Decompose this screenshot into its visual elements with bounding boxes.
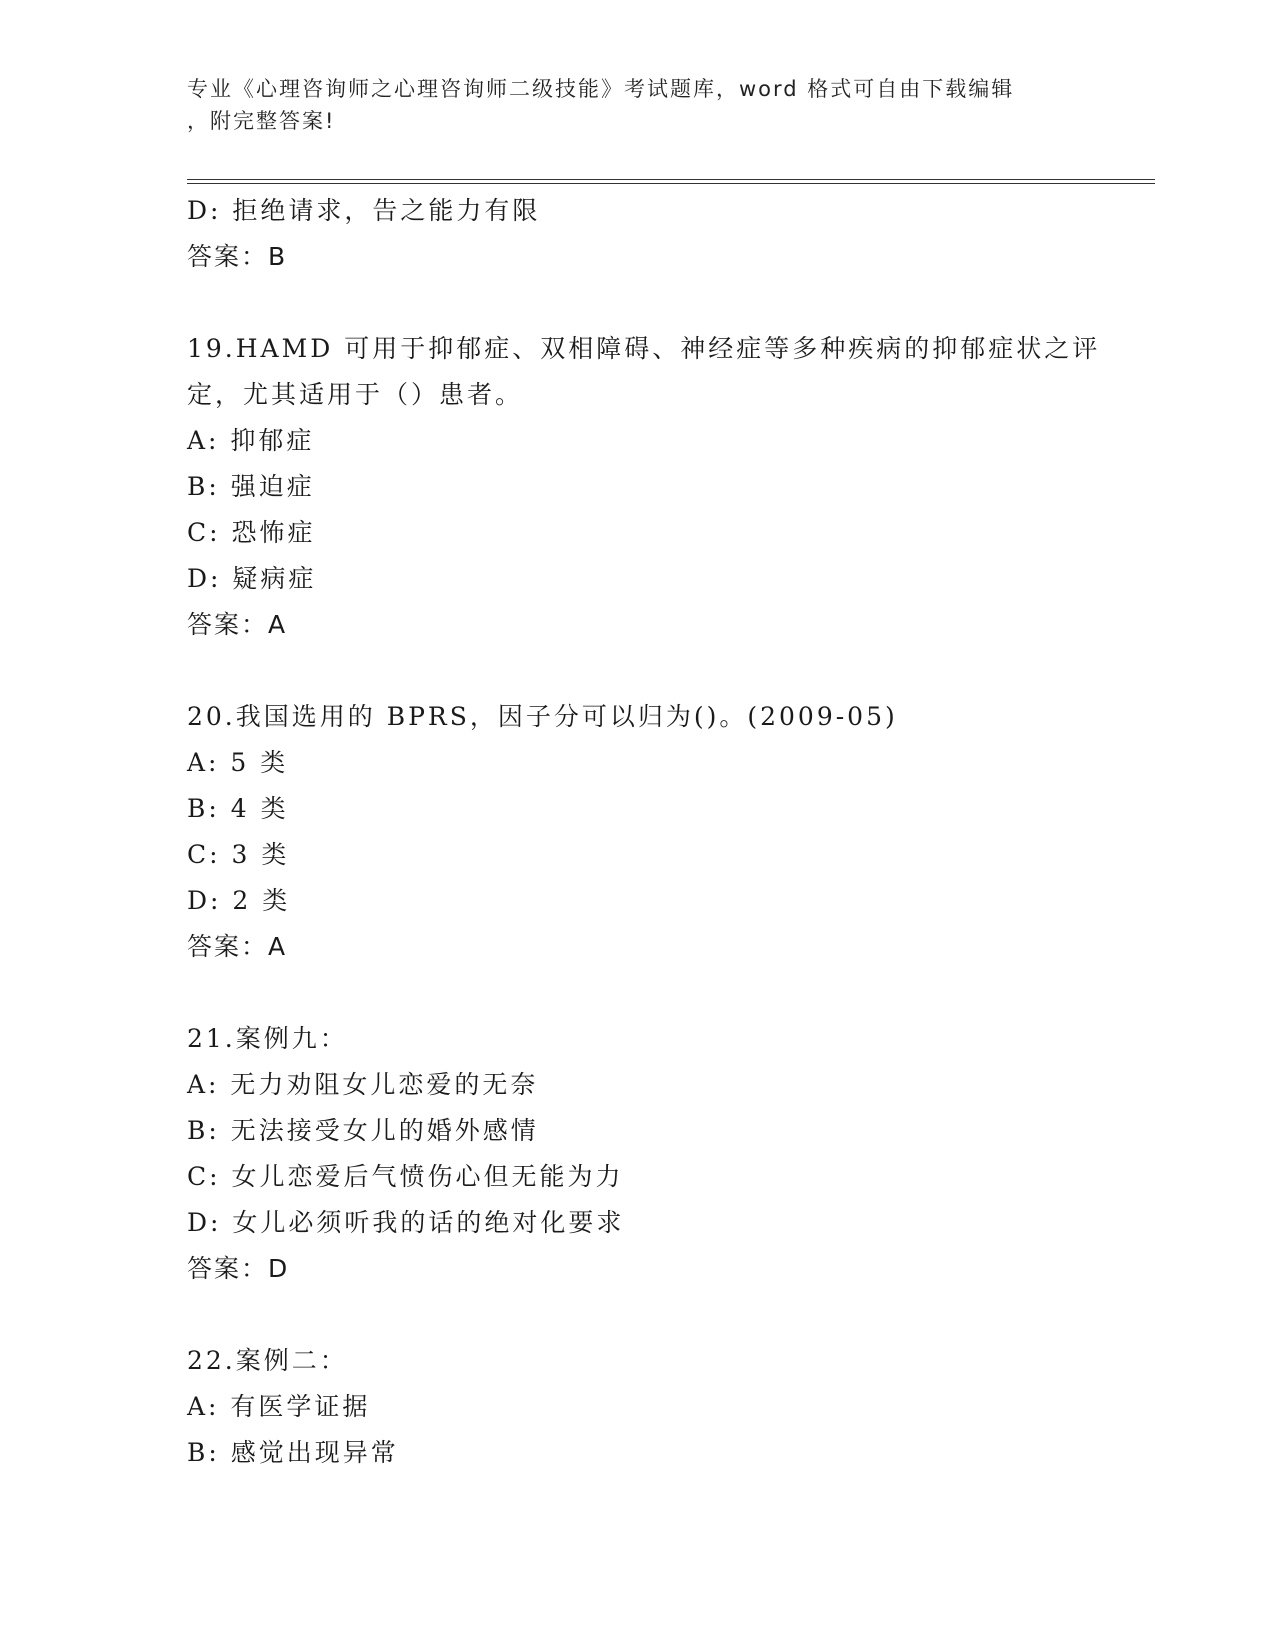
question-20	[187, 694, 1147, 970]
option-c: C: 女儿恋爱后气愤伤心但无能为力	[187, 1162, 624, 1191]
answer-line: 答案：D	[187, 1254, 290, 1283]
option-d: D: 拒绝请求，告之能力有限	[187, 196, 541, 225]
question-stem: 21.案例九：	[187, 1024, 348, 1053]
header-line-2: ，附完整答案!	[187, 109, 336, 133]
answer-line: 答案：B	[187, 242, 288, 271]
question-stem: 19.HAMD 可用于抑郁症、双相障碍、神经症等多种疾病的抑郁症状之评	[187, 334, 1101, 363]
question-22	[187, 1338, 1147, 1476]
question-19	[187, 326, 1147, 648]
answer-line: 答案：A	[187, 932, 288, 961]
option-a: A: 抑郁症	[187, 426, 315, 455]
option-a: A: 无力劝阻女儿恋爱的无奈	[187, 1070, 539, 1099]
spacer	[187, 1292, 1147, 1338]
document-header	[187, 73, 1087, 137]
spacer	[187, 280, 1147, 326]
question-list	[187, 188, 1147, 1476]
answer-line: 答案：A	[187, 610, 288, 639]
option-d: D: 2 类	[187, 886, 291, 915]
question-stem-continued: 定，尤其适用于（）患者。	[187, 380, 524, 409]
spacer	[187, 648, 1147, 694]
header-line-1: 专业《心理咨询师之心理咨询师二级技能》考试题库，word 格式可自由下载编辑	[187, 77, 1015, 101]
question-stem: 20.我国选用的 BPRS，因子分可以归为()。(2009-05)	[187, 702, 898, 731]
question-18-tail	[187, 188, 1147, 280]
option-c: C: 3 类	[187, 840, 290, 869]
question-21	[187, 1016, 1147, 1292]
option-a: A: 5 类	[187, 748, 289, 777]
header-divider-top	[187, 179, 1155, 180]
option-d: D: 女儿必须听我的话的绝对化要求	[187, 1208, 625, 1237]
option-d: D: 疑病症	[187, 564, 317, 593]
option-b: B: 强迫症	[187, 472, 315, 501]
option-b: B: 4 类	[187, 794, 289, 823]
header-divider-bottom	[187, 183, 1155, 184]
spacer	[187, 970, 1147, 1016]
question-stem: 22.案例二：	[187, 1346, 348, 1375]
option-b: B: 感觉出现异常	[187, 1438, 399, 1467]
option-b: B: 无法接受女儿的婚外感情	[187, 1116, 539, 1145]
option-c: C: 恐怖症	[187, 518, 316, 547]
option-a: A: 有医学证据	[187, 1392, 371, 1421]
